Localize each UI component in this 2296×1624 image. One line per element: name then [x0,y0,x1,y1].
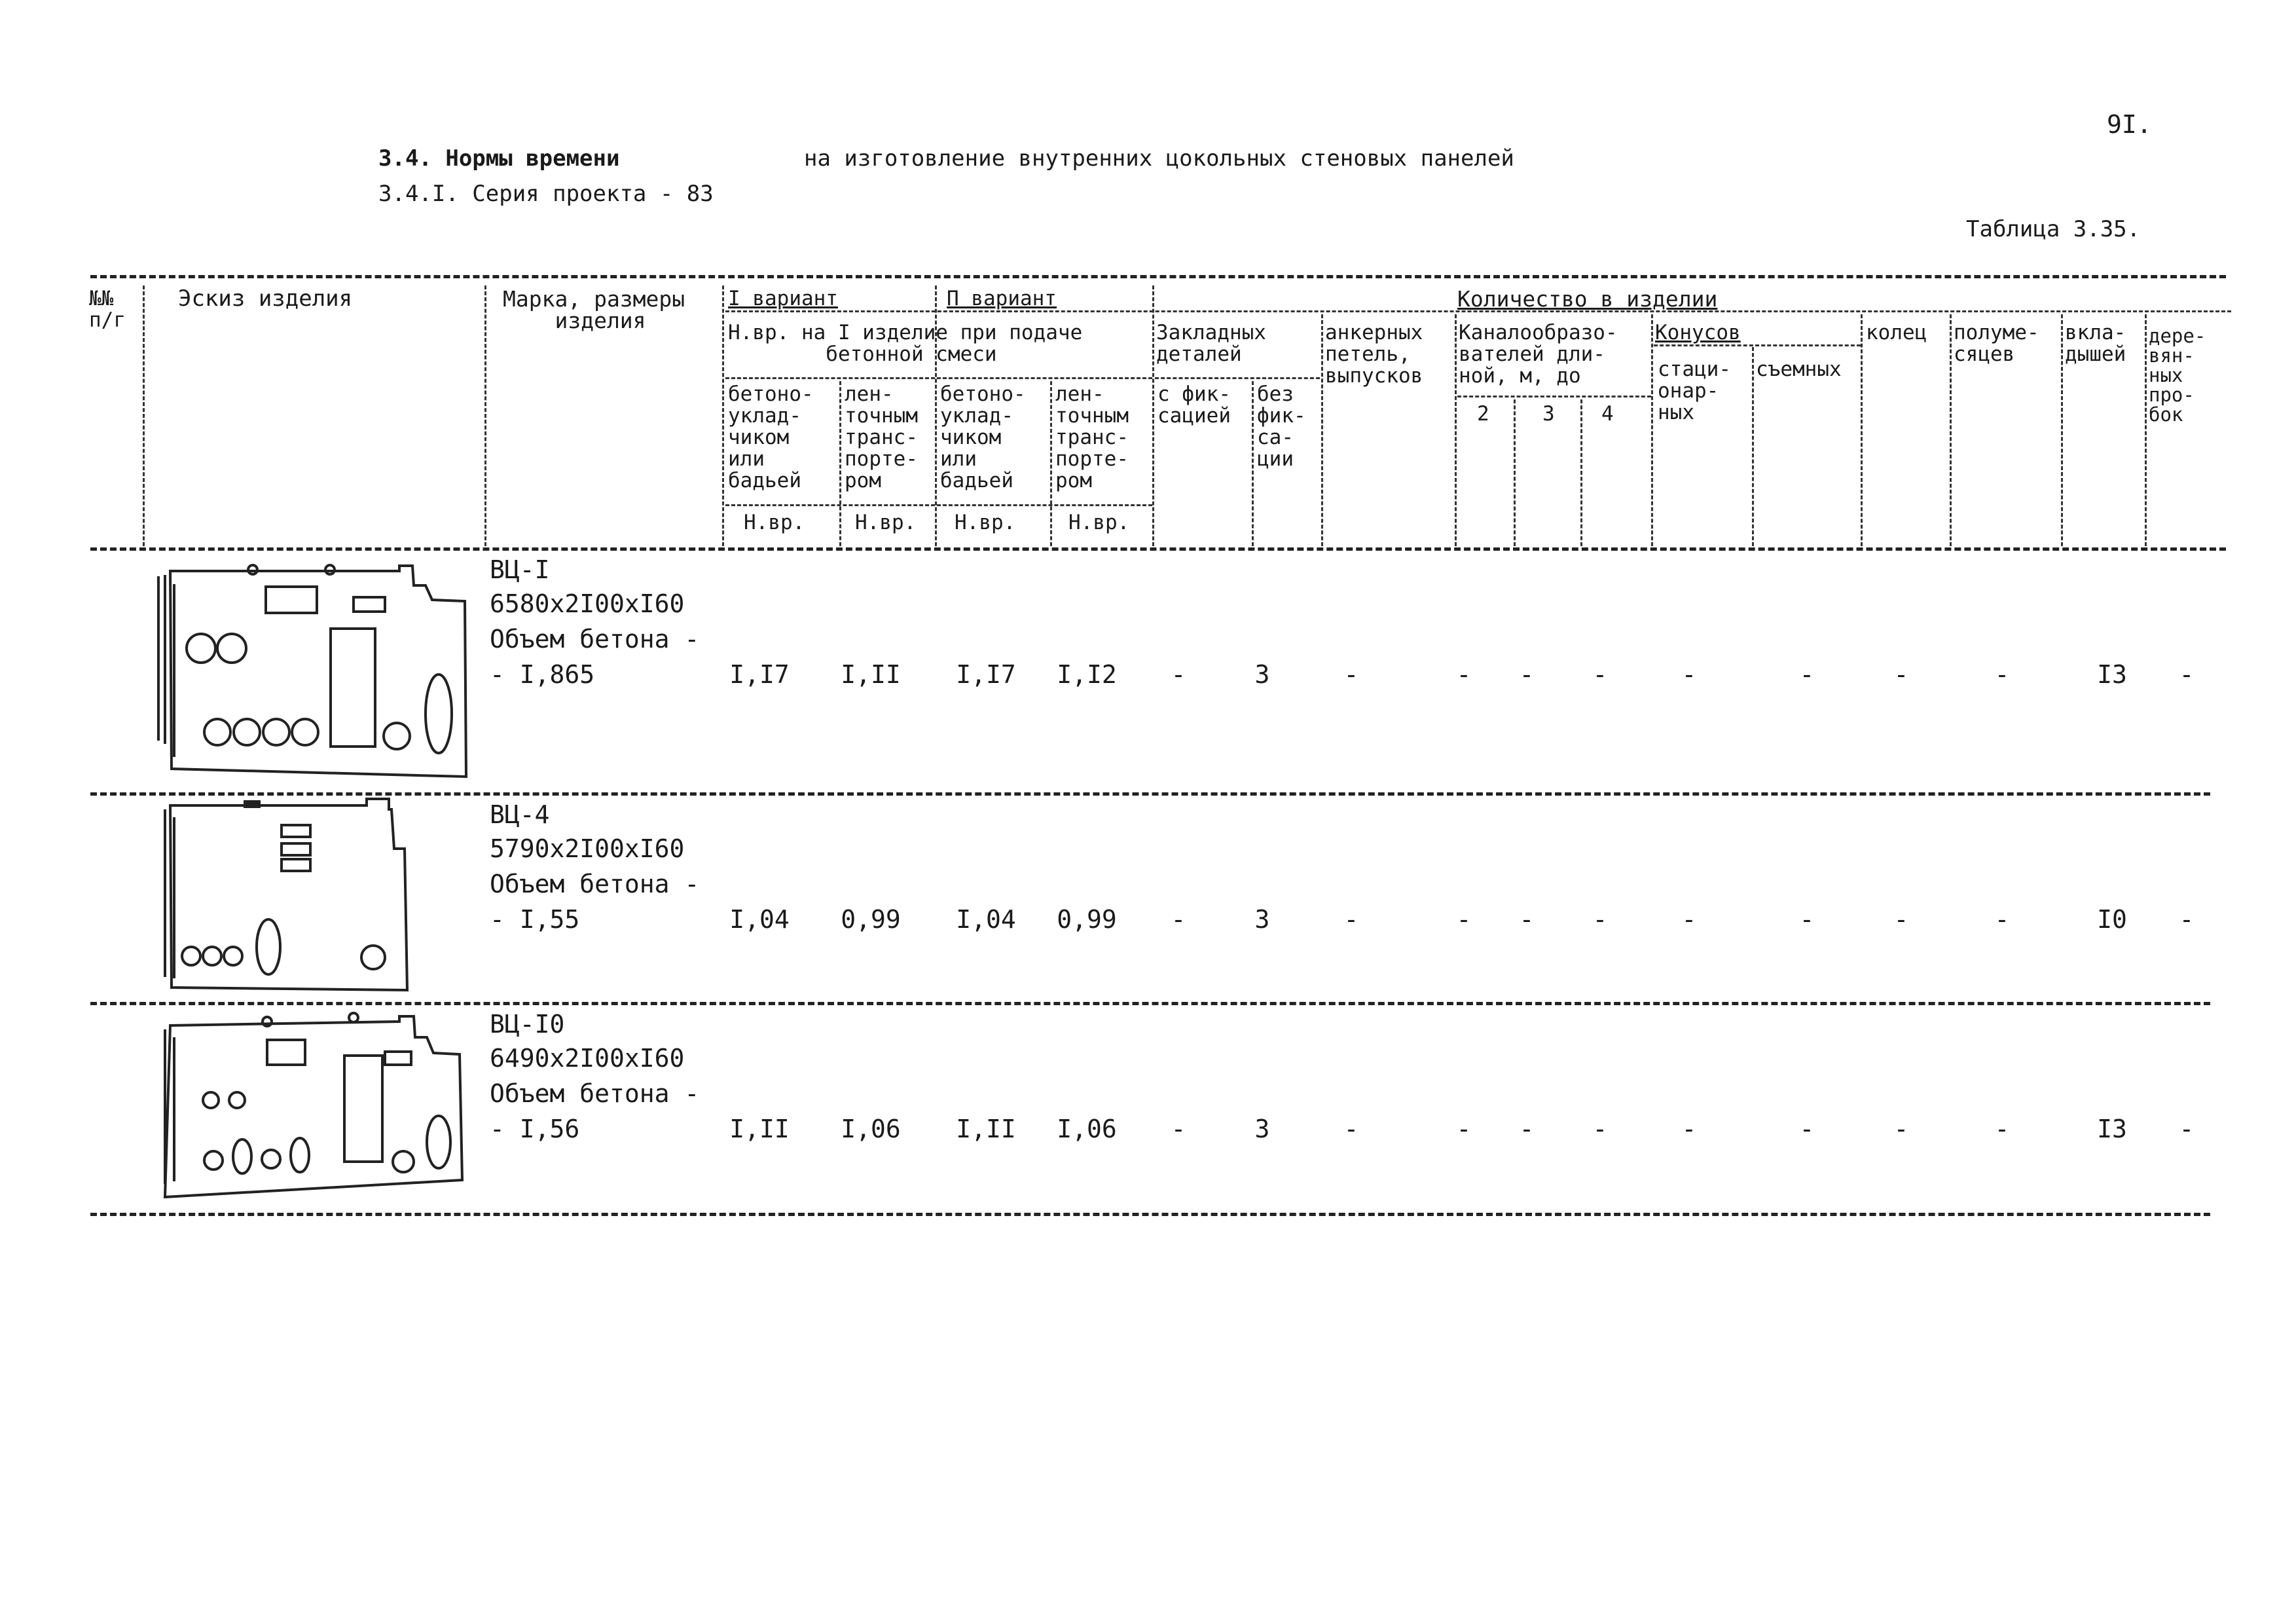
table-label: Таблица 3.35. [1966,216,2141,242]
panel-sketch-vc10 [145,1011,460,1201]
table-cell: I,I7 [729,660,790,689]
table-cell: I,06 [841,1115,901,1143]
col-channel: Каналообразо- вателей дли- ной, м, до [1459,321,1618,388]
header-sep [1152,286,1154,546]
col-quantity: Количество в изделии [1457,286,1718,312]
row3-volume: - I,56 [490,1115,580,1143]
header-sep [2145,314,2147,546]
table-cell: I,II [956,1115,1016,1143]
header-sep [839,381,841,546]
col-unit: Н.вр. [855,511,917,534]
col-stationary: стаци- онар- ных [1658,358,1731,424]
col-variant1: I вариант [728,287,838,310]
header-subrule [1457,396,1651,397]
col-v2-paver: бетоно- уклад- чиком или бадьей [940,382,1026,492]
table-cell: I3 [2097,1115,2127,1143]
table-cell: I,II [729,1115,790,1143]
header-sep [1950,314,1952,546]
row2-volume: - I,55 [490,905,580,934]
table-cell: I,06 [1057,1115,1117,1143]
table-cell: - [1171,660,1186,689]
col-sketch: Эскиз изделия [178,286,353,312]
header-sep [1050,381,1052,546]
col-num: №№ п/г [89,287,126,332]
page-number: 9I. [2107,110,2152,139]
header-subrule [725,377,1152,379]
table-cell: - [1681,1115,1697,1143]
table-cell: - [1681,660,1697,689]
table-cell: 3 [1254,1115,1270,1143]
header-subrule [725,504,1152,506]
row3-size: 6490x2I00xI60 [490,1044,685,1073]
header-sep [484,286,486,546]
table-cell: - [1343,1115,1359,1143]
heading-line2: 3.4.I. Серия проекта - 83 [378,181,714,207]
table-cell: I0 [2097,905,2127,934]
col-variant2: П вариант [947,287,1057,310]
row3-mark: ВЦ-I0 [490,1010,565,1039]
heading-line1-right: на изготовление внутренних цокольных стеновых панелей [804,145,1514,172]
row2-bottom-rule [90,1002,2210,1005]
table-cell: - [1519,660,1535,689]
col-removable: съемных [1756,358,1842,381]
row1-volume-label: Объем бетона - [490,625,700,654]
table-cell: - [1456,660,1472,689]
col-with-fix: с фик- сацией [1157,382,1231,428]
table-cell: 3 [1254,660,1270,689]
header-sep [1321,314,1323,546]
table-cell: - [1799,905,1815,934]
col-len4: 4 [1601,402,1614,426]
table-cell: - [1994,660,2010,689]
row1-mark: ВЦ-I [490,555,550,584]
col-len2: 2 [1477,402,1489,426]
table-cell: I,04 [956,905,1016,934]
header-sep [1580,399,1582,546]
row1-bottom-rule [90,792,2210,796]
table-cell: - [1456,905,1472,934]
panel-sketch-vc4 [145,802,420,991]
col-cones: Конусов [1655,321,1741,344]
table-cell: - [2179,905,2195,934]
row2-size: 5790x2I00xI60 [490,834,685,863]
col-supply: Н.вр. на I изделие при подаче бетонной смеси [728,321,1083,366]
table-cell: I,I2 [1057,660,1117,689]
heading-line1-left: 3.4. Нормы времени [378,145,620,172]
col-len3: 3 [1542,402,1555,426]
table-cell: 0,99 [1057,905,1117,934]
header-sep [1861,314,1863,546]
table-cell: - [1343,905,1359,934]
col-without-fix: без фик- са- ции [1257,382,1306,471]
row1-size: 6580x2I00xI60 [490,589,685,618]
header-bottom-rule [90,547,2226,551]
header-sep [2061,314,2063,546]
table-cell: I,I7 [956,660,1016,689]
col-anchor: анкерных петель, выпусков [1325,321,1423,388]
header-subrule [1654,344,1861,346]
table-top-rule [90,275,2226,278]
header-subrule [1155,377,1320,379]
table-cell: - [1456,1115,1472,1143]
table-cell: - [1994,1115,2010,1143]
table-bottom-rule [90,1213,2210,1216]
row2-volume-label: Объем бетона - [490,870,700,898]
table-cell: - [1893,660,1909,689]
col-embedded: Закладных деталей [1156,321,1266,366]
col-v2-conveyor: лен- точным транс- порте- ром [1055,382,1129,492]
col-v1-conveyor: лен- точным транс- порте- ром [845,382,918,492]
row3-volume-label: Объем бетона - [490,1079,700,1108]
table-cell: 0,99 [841,905,901,934]
table-cell: - [1343,660,1359,689]
table-cell: - [1799,1115,1815,1143]
header-sep [143,286,145,546]
table-cell: - [1171,905,1186,934]
header-sep [1514,399,1516,546]
table-cell: - [1519,905,1535,934]
col-inserts: вкла- дышей [2065,321,2126,366]
table-cell: - [1519,1115,1535,1143]
col-unit: Н.вр. [955,511,1016,534]
row2-mark: ВЦ-4 [490,800,550,829]
header-sep [1651,314,1653,546]
col-v1-paver: бетоно- уклад- чиком или бадьей [728,382,814,492]
table-cell: - [1681,905,1697,934]
col-mark: Марка, размеры изделия [503,286,685,333]
header-sep [1752,347,1754,546]
table-cell: - [1592,660,1608,689]
header-sep [1252,381,1254,546]
row1-volume: - I,865 [490,660,595,689]
col-wood-plugs: дере- вян- ных про- бок [2149,325,2206,426]
table-cell: - [1592,1115,1608,1143]
table-cell: I,04 [729,905,790,934]
header-sep [722,286,724,546]
table-cell: - [1171,1115,1186,1143]
table-cell: I,II [841,660,901,689]
table-cell: - [2179,1115,2195,1143]
col-unit: Н.вр. [744,511,805,534]
table-cell: I3 [2097,660,2127,689]
table-cell: - [1994,905,2010,934]
table-cell: - [1893,905,1909,934]
col-rings: колец [1866,321,1927,344]
table-cell: 3 [1254,905,1270,934]
table-cell: - [2179,660,2195,689]
col-half-moons: полуме- сяцев [1954,321,2039,366]
header-sep [1455,314,1457,546]
table-cell: - [1799,660,1815,689]
panel-sketch-vc1 [145,561,460,777]
table-cell: - [1592,905,1608,934]
col-unit: Н.вр. [1068,511,1130,534]
table-cell: - [1893,1115,1909,1143]
